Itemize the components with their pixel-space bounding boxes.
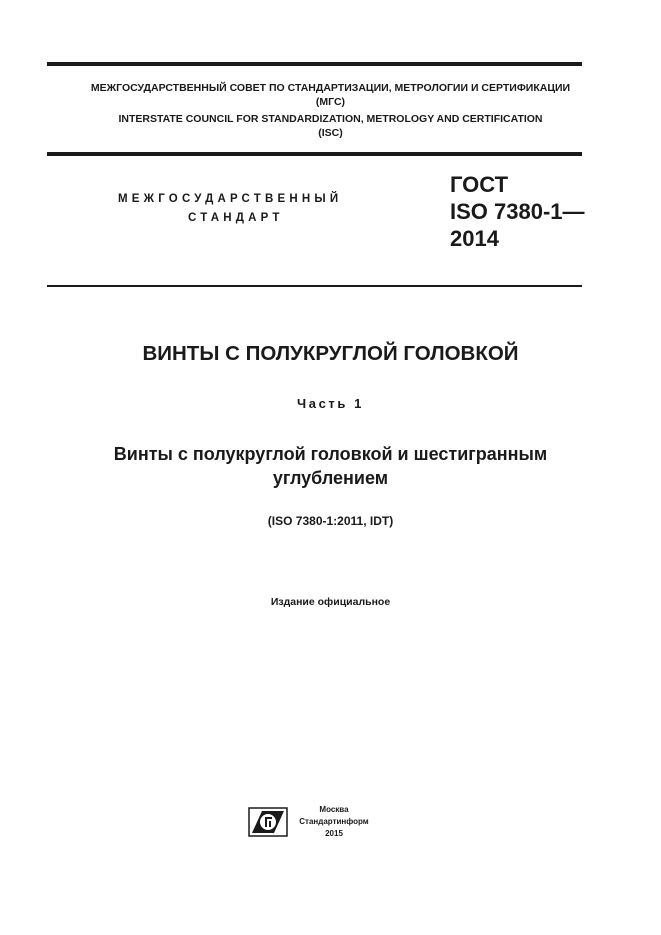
standartinform-logo-icon xyxy=(248,807,288,837)
council-ru-abbr: (МГС) xyxy=(315,96,346,108)
council-en: INTERSTATE COUNCIL FOR STANDARDIZATION, METROLOGY AND CERTIFICATION xyxy=(118,113,543,125)
gost-designation-line3: 2014 xyxy=(450,226,499,251)
publisher-year: 2015 xyxy=(325,829,343,838)
edition-label: Издание официальное xyxy=(270,596,391,608)
publisher-city: Москва xyxy=(319,805,349,814)
gost-designation-line2: ISO 7380-1— xyxy=(450,199,585,224)
council-en-abbr: (ISC) xyxy=(318,127,343,139)
council-ru: МЕЖГОСУДАРСТВЕННЫЙ СОВЕТ ПО СТАНДАРТИЗАЦИИ, МЕТРОЛОГИИ И СЕРТИФИКАЦИИ xyxy=(90,82,571,94)
part-number: Часть 1 xyxy=(297,396,364,411)
standard-type-line2: СТАНДАРТ xyxy=(188,212,284,224)
header-bottom-rule xyxy=(47,152,582,156)
publisher-block xyxy=(290,804,378,840)
publisher-name: Стандартинформ xyxy=(299,817,369,826)
subtitle-line2: углублением xyxy=(272,468,389,488)
top-rule xyxy=(47,62,582,66)
designation-bottom-rule xyxy=(47,285,582,287)
gost-designation-line1: ГОСТ xyxy=(450,172,509,197)
standard-type-line1: МЕЖГОСУДАРСТВЕННЫЙ xyxy=(118,193,343,205)
subtitle-line1: Винты с полукруглой головкой и шестигранным xyxy=(113,444,548,464)
document-title: ВИНТЫ С ПОЛУКРУГЛОЙ ГОЛОВКОЙ xyxy=(142,342,519,365)
iso-reference: (ISO 7380-1:2011, IDT) xyxy=(267,514,394,528)
